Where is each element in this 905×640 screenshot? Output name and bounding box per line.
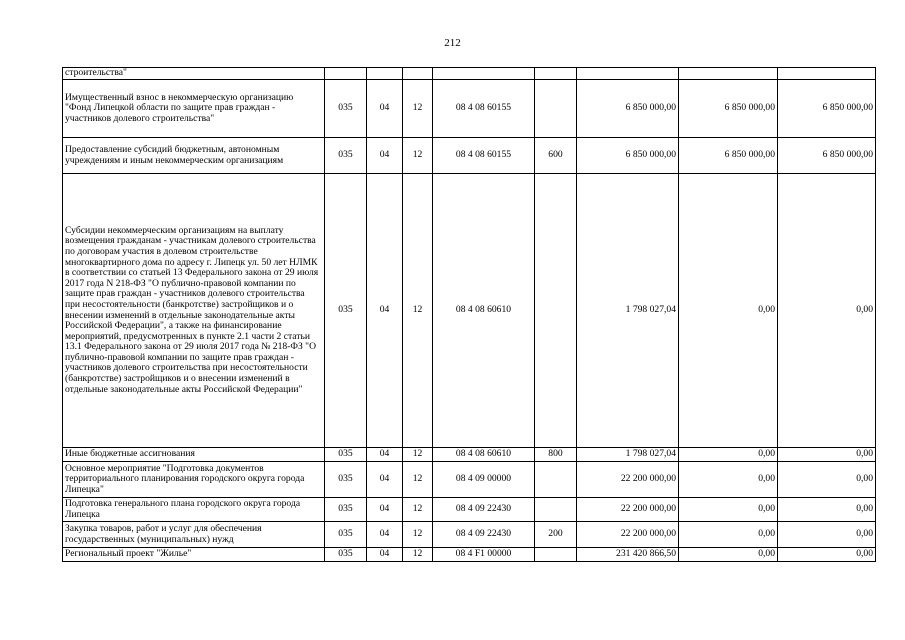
- amount-year-2: 0,00: [679, 462, 778, 498]
- section-code: 04: [367, 522, 403, 548]
- item-name: Основное мероприятие "Подготовка документов территориального планирования городского округа города Липецка": [63, 462, 325, 498]
- target-article-code: 08 4 09 00000: [433, 462, 535, 498]
- subsection-code: 12: [403, 498, 433, 522]
- amount-year-2: 0,00: [679, 174, 778, 448]
- target-article-code: 08 4 08 60155: [433, 80, 535, 138]
- item-name: Иные бюджетные ассигнования: [63, 448, 325, 462]
- target-article-code: 08 4 08 60610: [433, 448, 535, 462]
- ministry-code: 035: [325, 548, 367, 562]
- ministry-code: 035: [325, 498, 367, 522]
- amount-year-1: 231 420 866,50: [577, 548, 679, 562]
- item-name: строительства": [63, 68, 325, 80]
- amount-year-3: 0,00: [778, 498, 876, 522]
- target-article-code: 08 4 08 60610: [433, 174, 535, 448]
- subsection-code: 12: [403, 522, 433, 548]
- amount-year-1: 22 200 000,00: [577, 522, 679, 548]
- expense-type-code: [535, 174, 577, 448]
- target-article-code: [433, 68, 535, 80]
- table-row: [63, 462, 876, 498]
- table-row: [63, 448, 876, 462]
- table-row: [63, 548, 876, 562]
- expense-type-code: [535, 80, 577, 138]
- table-row: [63, 522, 876, 548]
- amount-year-3: 6 850 000,00: [778, 80, 876, 138]
- item-name: Субсидии некоммерческим организациям на выплату возмещения гражданам - участникам долевого строительства по договорам участия в долевом строительстве многоквартирного дома по адресу г. Липецк ул. 50 лет НЛМК в соответствии со статьей 13 Федерального закона от 29 июля 2017 года N 218-ФЗ "О публично-правовой компании по защите прав граждан - участников долевого строительства при несостоятельности (банкротстве) застройщиков и о внесении изменений в отдельные законодательные акты Российской Федерации", а также на финансирование мероприятий, предусмотренных в пункте 2.1 части 2 статьи 13.1 Федерального закона от 29 июля 2017 года № 218-ФЗ "О публично-правовой компании по защите прав граждан - участников долевого строительства при несостоятельности (банкротстве) застройщиков и о внесении изменений в отдельные законодательные акты Российской Федерации": [63, 174, 325, 448]
- subsection-code: 12: [403, 174, 433, 448]
- section-code: 04: [367, 462, 403, 498]
- expense-type-code: [535, 548, 577, 562]
- section-code: 04: [367, 138, 403, 174]
- amount-year-2: 6 850 000,00: [679, 80, 778, 138]
- amount-year-3: 0,00: [778, 548, 876, 562]
- ministry-code: 035: [325, 522, 367, 548]
- subsection-code: 12: [403, 462, 433, 498]
- amount-year-1: 1 798 027,04: [577, 174, 679, 448]
- amount-year-1: 22 200 000,00: [577, 462, 679, 498]
- amount-year-2: 0,00: [679, 498, 778, 522]
- section-code: 04: [367, 548, 403, 562]
- ministry-code: [325, 68, 367, 80]
- budget-table-body: [63, 68, 876, 562]
- expense-type-code: [535, 498, 577, 522]
- amount-year-2: [679, 68, 778, 80]
- table-row: [63, 138, 876, 174]
- expense-type-code: [535, 68, 577, 80]
- target-article-code: 08 4 09 22430: [433, 522, 535, 548]
- section-code: 04: [367, 498, 403, 522]
- target-article-code: 08 4 09 22430: [433, 498, 535, 522]
- amount-year-2: 6 850 000,00: [679, 138, 778, 174]
- target-article-code: 08 4 08 60155: [433, 138, 535, 174]
- table-row: [63, 80, 876, 138]
- amount-year-1: 1 798 027,04: [577, 448, 679, 462]
- section-code: 04: [367, 448, 403, 462]
- amount-year-3: 0,00: [778, 522, 876, 548]
- item-name: Предоставление субсидий бюджетным, автономным учреждениям и иным некоммерческим организациям: [63, 138, 325, 174]
- item-name: Закупка товаров, работ и услуг для обеспечения государственных (муниципальных) нужд: [63, 522, 325, 548]
- item-name: Имущественный взнос в некоммерческую организацию "Фонд Липецкой области по защите прав граждан - участников долевого строительства": [63, 80, 325, 138]
- amount-year-2: 0,00: [679, 522, 778, 548]
- amount-year-3: 0,00: [778, 174, 876, 448]
- amount-year-3: 0,00: [778, 448, 876, 462]
- amount-year-2: 0,00: [679, 548, 778, 562]
- expense-type-code: 800: [535, 448, 577, 462]
- target-article-code: 08 4 F1 00000: [433, 548, 535, 562]
- amount-year-3: 0,00: [778, 462, 876, 498]
- amount-year-3: [778, 68, 876, 80]
- subsection-code: [403, 68, 433, 80]
- section-code: 04: [367, 174, 403, 448]
- table-row: [63, 174, 876, 448]
- table-row: [63, 68, 876, 80]
- ministry-code: 035: [325, 138, 367, 174]
- amount-year-1: [577, 68, 679, 80]
- expense-type-code: 200: [535, 522, 577, 548]
- table-row: [63, 498, 876, 522]
- section-code: 04: [367, 80, 403, 138]
- ministry-code: 035: [325, 174, 367, 448]
- amount-year-2: 0,00: [679, 448, 778, 462]
- subsection-code: 12: [403, 548, 433, 562]
- section-code: [367, 68, 403, 80]
- ministry-code: 035: [325, 462, 367, 498]
- ministry-code: 035: [325, 448, 367, 462]
- item-name: Региональный проект "Жилье": [63, 548, 325, 562]
- amount-year-1: 6 850 000,00: [577, 138, 679, 174]
- budget-table: [62, 67, 876, 562]
- ministry-code: 035: [325, 80, 367, 138]
- amount-year-1: 6 850 000,00: [577, 80, 679, 138]
- amount-year-1: 22 200 000,00: [577, 498, 679, 522]
- subsection-code: 12: [403, 80, 433, 138]
- subsection-code: 12: [403, 138, 433, 174]
- subsection-code: 12: [403, 448, 433, 462]
- item-name: Подготовка генерального плана городского округа города Липецка: [63, 498, 325, 522]
- amount-year-3: 6 850 000,00: [778, 138, 876, 174]
- page-number: 212: [444, 37, 461, 49]
- expense-type-code: 600: [535, 138, 577, 174]
- expense-type-code: [535, 462, 577, 498]
